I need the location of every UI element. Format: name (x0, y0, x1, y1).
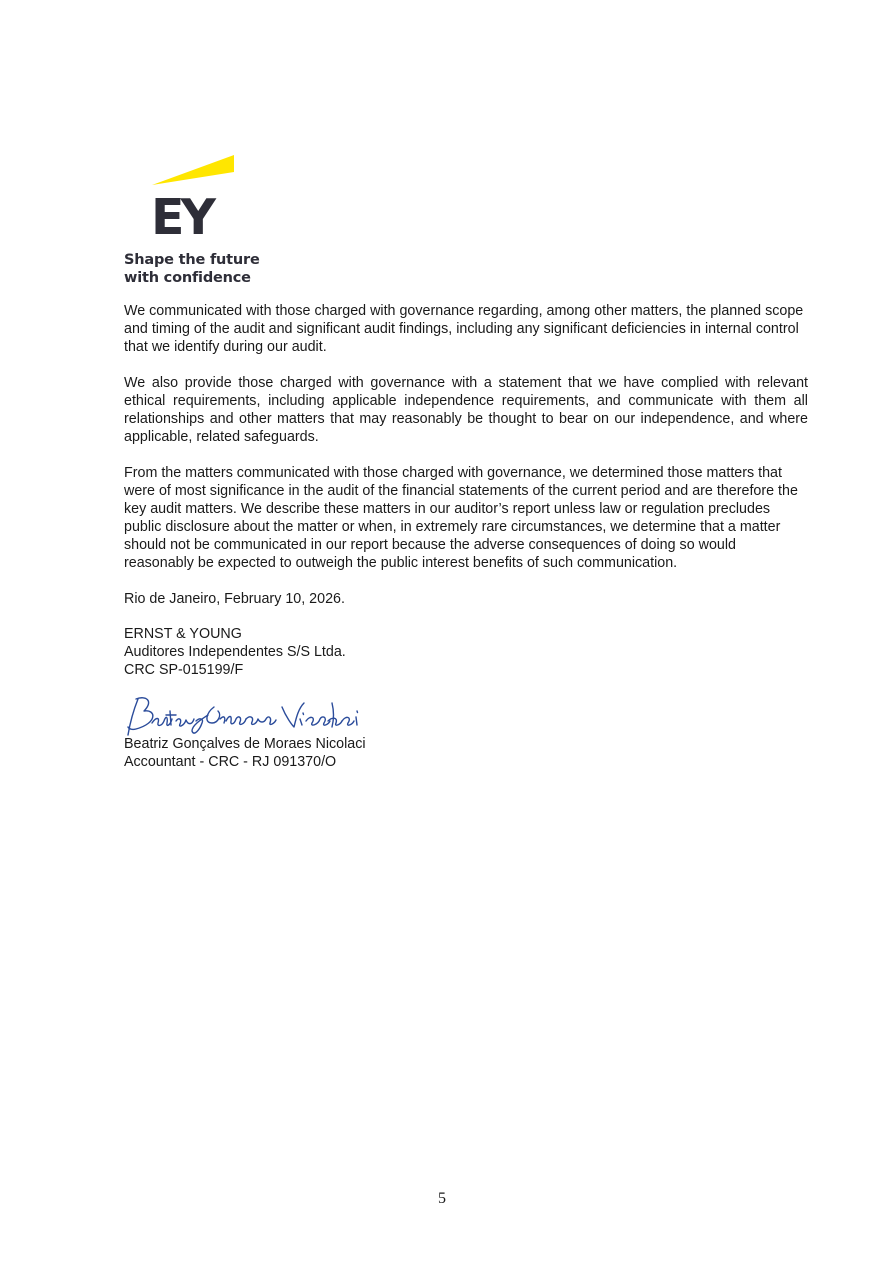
letter-body (124, 302, 808, 771)
paragraph-governance-scope: We communicated with those charged with governance regarding, among other matters, the planned scope and timing of the audit and significant audit findings, including any significant deficiencies in internal control that we identify during our audit. (124, 303, 804, 355)
signature (124, 693, 808, 735)
logo-mark: EY (151, 189, 212, 246)
logo-tagline (124, 251, 260, 287)
firm-entity: Auditores Independentes S/S Ltda. (124, 644, 346, 660)
tagline-line-2: with confidence (124, 270, 251, 286)
paragraph-independence: We also provide those charged with governance with a statement that we have complied with relevant ethical requirements, including applicable independence requirements, and communicate with them all relationships and other matters that may reasonably be thought to bear on our independence, and where applicable, related safeguards. (124, 375, 808, 445)
paragraph-key-audit-matters: From the matters communicated with those charged with governance, we determined those matters that were of most significance in the audit of the financial statements of the current period and are therefore the key audit matters. We describe these matters in our auditor’s report unless law or regulation precludes public disclosure about the matter or when, in extremely rare circumstances, we determine that a matter should not be communicated in our report because the adverse consequences of doing so would reasonably be expected to outweigh the public interest benefits of such communication. (124, 465, 798, 571)
signer-name: Beatriz Gonçalves de Moraes Nicolaci (124, 736, 366, 752)
tagline-line-1: Shape the future (124, 252, 260, 268)
page-number: 5 (438, 1190, 446, 1207)
signer-title: Accountant - CRC - RJ 091370/O (124, 754, 337, 770)
firm-registration: CRC SP-015199/F (124, 662, 244, 678)
ey-logo (124, 155, 264, 295)
signer-block (124, 735, 808, 771)
place-and-date: Rio de Janeiro, February 10, 2026. (124, 591, 345, 607)
firm-block (124, 625, 808, 679)
firm-name: ERNST & YOUNG (124, 626, 242, 642)
handwritten-signature-icon (122, 693, 382, 739)
